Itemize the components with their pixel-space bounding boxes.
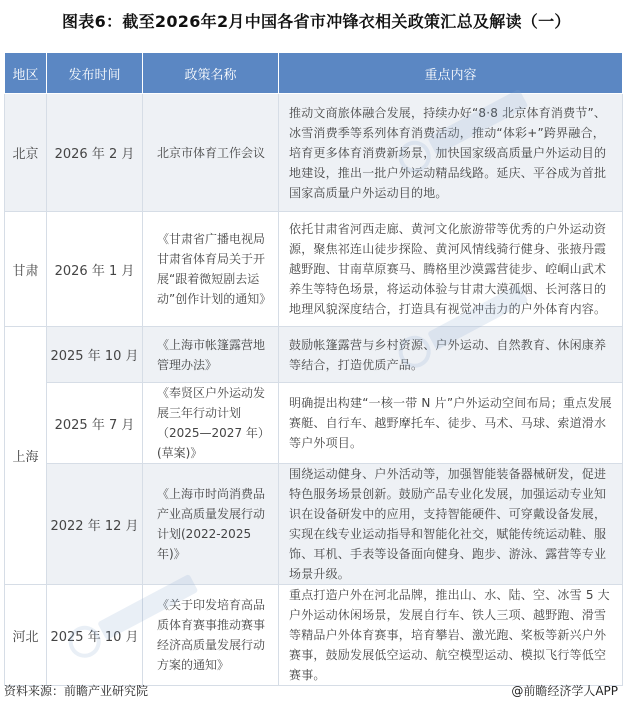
policy-name-cell: 《上海市时尚消费品产业高质量发展行动计划(2022-2025 年)》 (143, 464, 279, 585)
key-points-cell: 重点打造户外在河北品牌，推出山、水、陆、空、冰雪 5 大户外运动休闲场景，发展自行车、铁人三项、越野跑、滑雪等精品户外体育赛事，培育攀岩、激光跑、桨板等新兴户外赛事，鼓励发展低空运动、航空模型运动、模拟飞行等低空赛事。 (279, 585, 623, 686)
policy-name-cell: 《甘肃省广播电视局甘肃省体育局关于开展“跟着微短剧去运动”创作计划的通知》 (143, 212, 279, 327)
table-header-row (5, 53, 623, 94)
policy-name-cell: 《关于印发培育高品质体育赛事推动赛事经济高质量发展行动方案的通知》 (143, 585, 279, 686)
table-row (5, 464, 623, 585)
brand-credit: @前瞻经济学人APP (511, 684, 618, 698)
table-row (5, 94, 623, 212)
region-cell: 上海 (5, 327, 47, 585)
header-policy-name: 政策名称 (143, 53, 279, 94)
region-cell: 北京 (5, 94, 47, 212)
table-row (5, 212, 623, 327)
page-title: 图表6：截至2026年2月中国各省市冲锋衣相关政策汇总及解读（一） (62, 12, 571, 31)
table-row (5, 585, 623, 686)
key-points-cell: 围绕运动健身、户外活动等，加强智能装备器械研发，促进特色服务场景创新。鼓励产品专业化发展，加强运动专业知识在设备研发中的应用，支持智能硬件、可穿戴设备发展，实现在线专业运动指导和智能化社交，赋能传统运动鞋、服饰、耳机、手表等设备面向健身、跑步、游泳、露营等专业场景升级。 (279, 464, 623, 585)
table-row (5, 383, 623, 464)
date-cell: 2026 年 2 月 (47, 94, 143, 212)
date-cell: 2026 年 1 月 (47, 212, 143, 327)
source-note: 资料来源：前瞻产业研究院 (4, 684, 149, 698)
date-cell: 2022 年 12 月 (47, 464, 143, 585)
key-points-cell: 推动文商旅体融合发展，持续办好“8·8 北京体育消费节”、冰雪消费季等系列体育消费活动，推动“体彩+”跨界融合，培育更多体育消费新场景，加快国家级高质量户外运动目的地建设，推出一批户外运动精品线路。延庆、平谷成为首批国家高质量户外运动目的地。 (279, 94, 623, 212)
table-row (5, 327, 623, 383)
policy-table (4, 52, 623, 686)
key-points-cell: 依托甘肃省河西走廊、黄河文化旅游带等优秀的户外运动资源，聚焦祁连山徒步探险、黄河风情线骑行健身、张掖丹霞越野跑、甘南草原赛马、腾格里沙漠露营徒步、崆峒山武术养生等特色场景，将运动体验与甘肃大漠孤烟、长河落日的地理风貌深度结合，打造具有视觉冲击力的户外体育内容。 (279, 212, 623, 327)
date-cell: 2025 年 7 月 (47, 383, 143, 464)
date-cell: 2025 年 10 月 (47, 585, 143, 686)
header-date: 发布时间 (47, 53, 143, 94)
region-cell: 河北 (5, 585, 47, 686)
header-region: 地区 (5, 53, 47, 94)
header-key-points: 重点内容 (279, 53, 623, 94)
policy-name-cell: 《奉贤区户外运动发展三年行动计划（2025—2027 年）(草案)》 (143, 383, 279, 464)
region-cell: 甘肃 (5, 212, 47, 327)
key-points-cell: 鼓励帐篷露营与乡村资源、户外运动、自然教育、休闲康养等结合，打造优质产品。 (279, 327, 623, 383)
policy-name-cell: 北京市体育工作会议 (143, 94, 279, 212)
policy-name-cell: 《上海市帐篷露营地管理办法》 (143, 327, 279, 383)
key-points-cell: 明确提出构建“一核一带 N 片”户外运动空间布局；重点发展赛艇、自行车、越野摩托车、徒步、马术、马球、索道滑水等户外项目。 (279, 383, 623, 464)
date-cell: 2025 年 10 月 (47, 327, 143, 383)
